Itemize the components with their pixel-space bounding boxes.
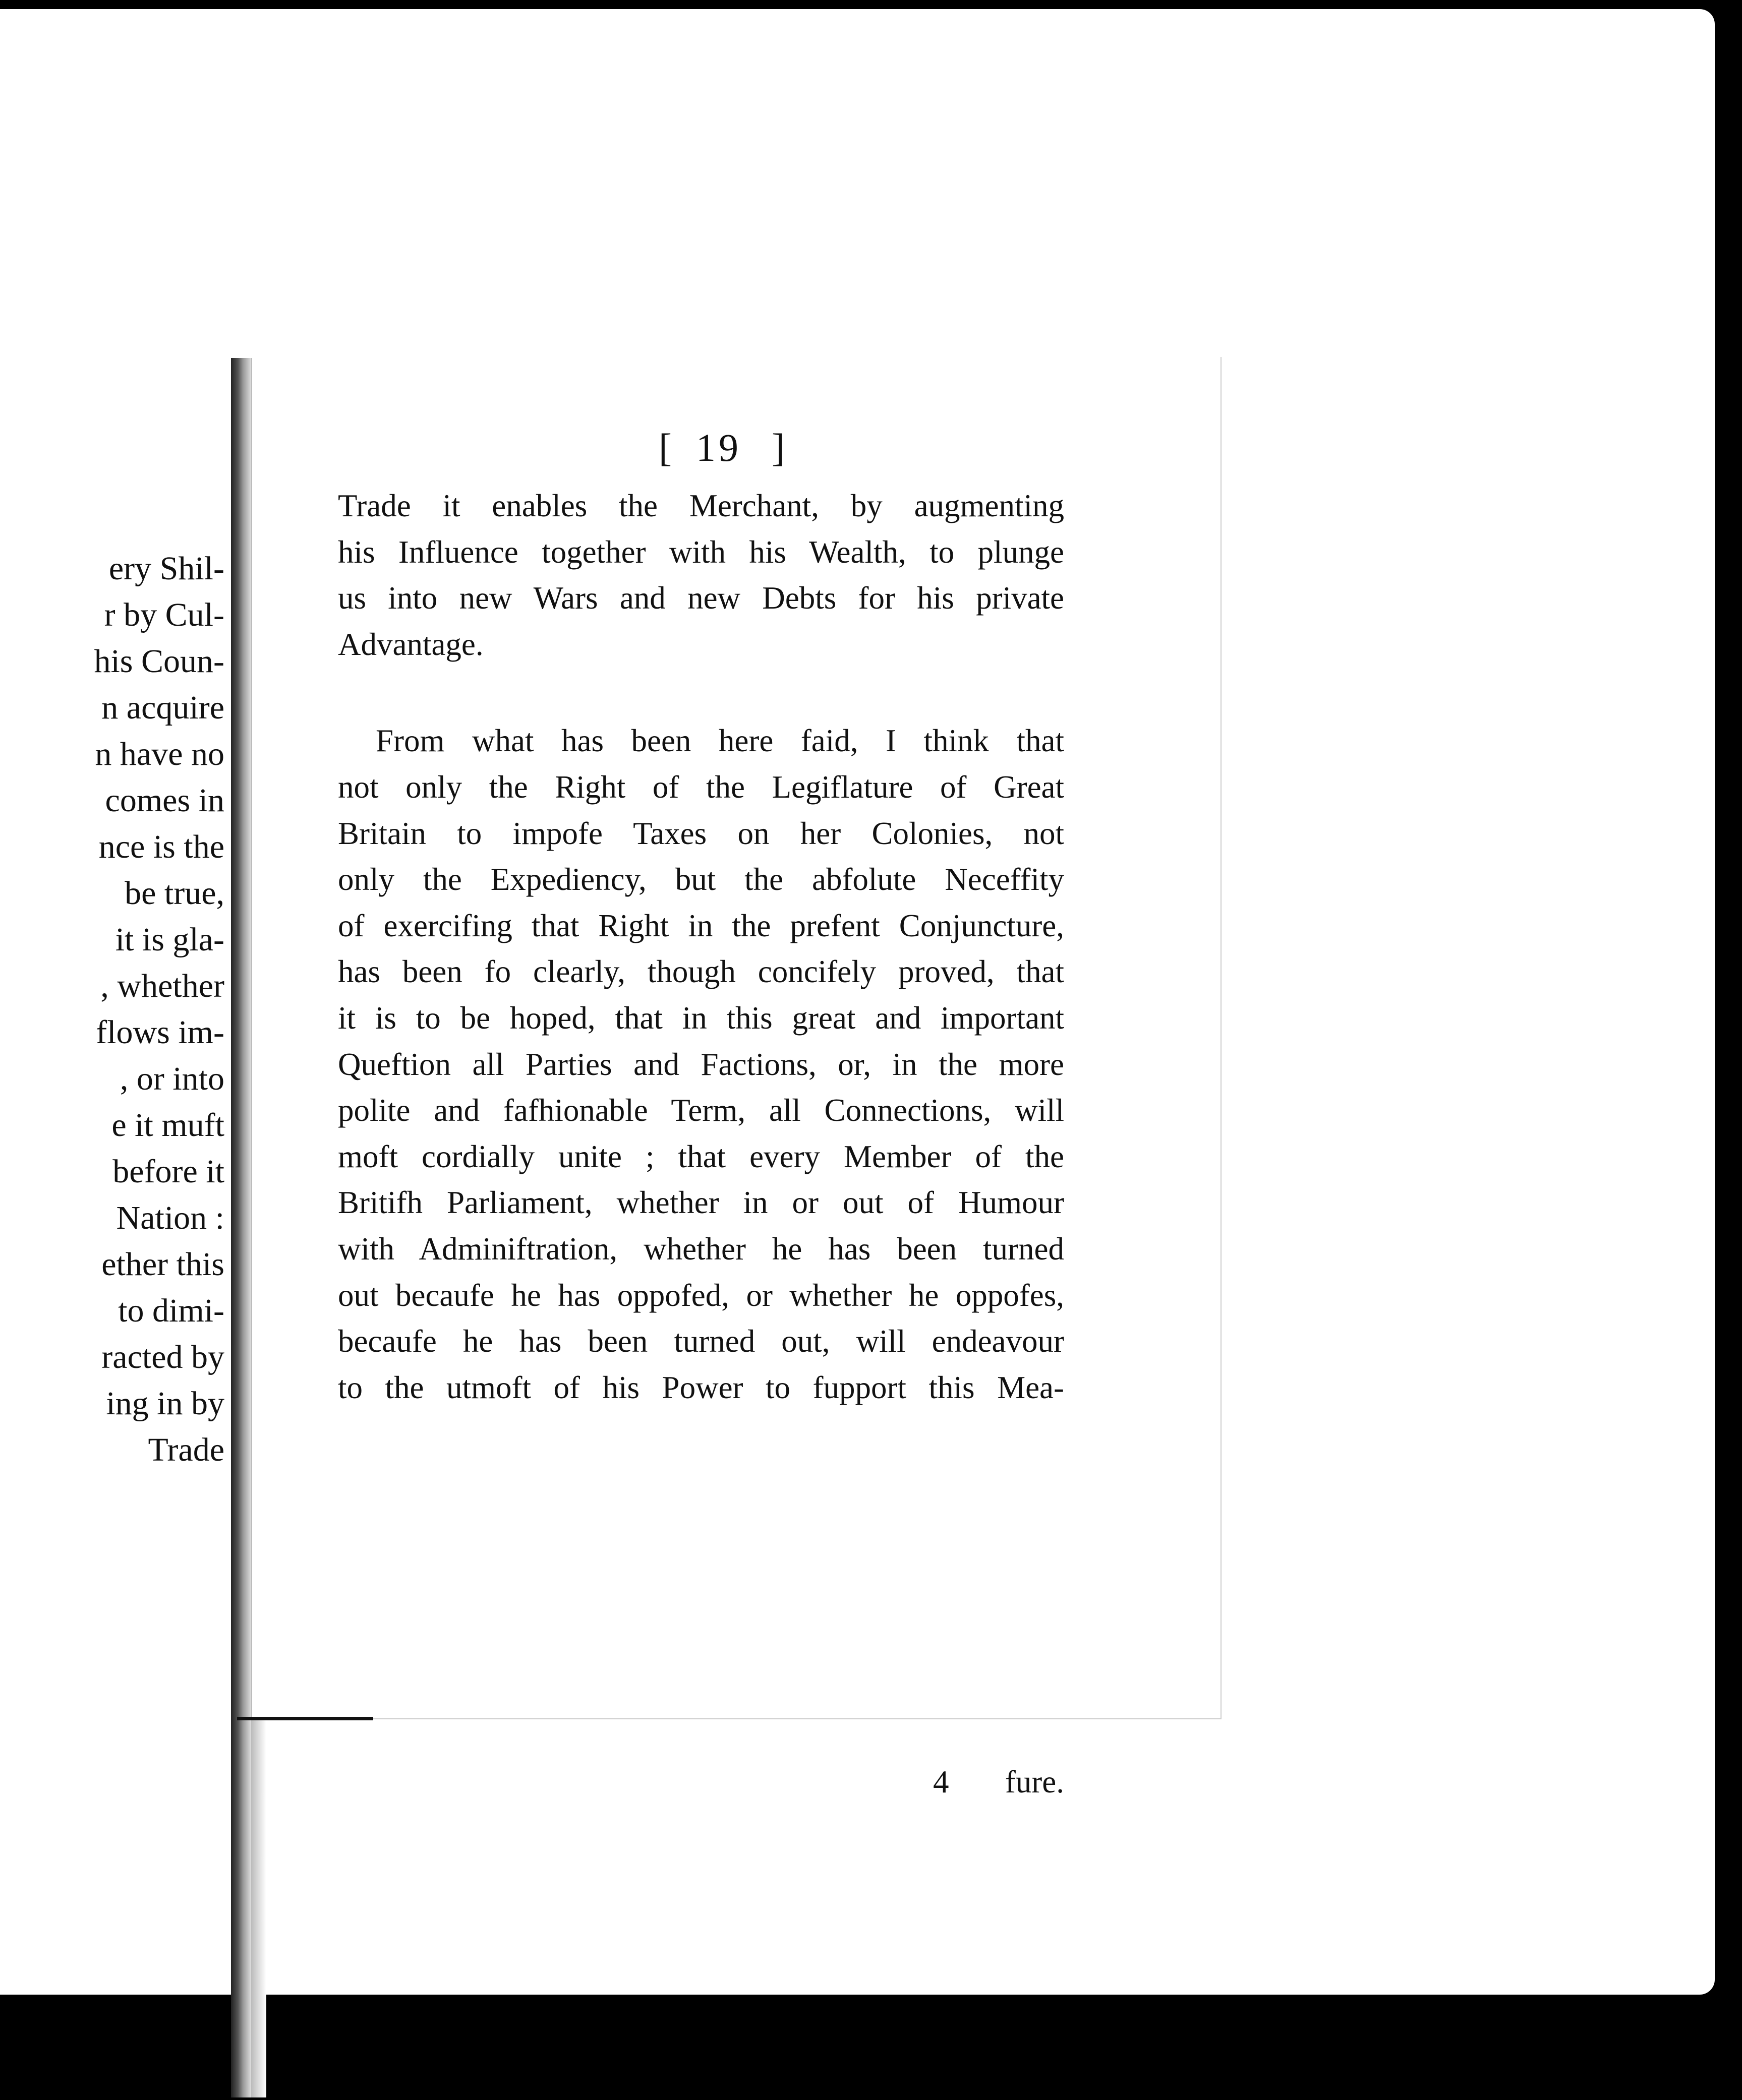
text-line: Trade it enables the Merchant, by augmenting (338, 488, 1064, 523)
text-line: his Influence together with his Wealth, to plunge (338, 534, 1064, 570)
left-line: to dimi- (118, 1292, 224, 1329)
text-line: only the Expediency, but the abfolute Neceffity (338, 862, 1064, 897)
text-line: of exercifing that Right in the prefent Conjuncture, (338, 908, 1064, 943)
left-line: racted by (101, 1339, 224, 1375)
text-line: with Adminiftration, whether he has been turned (338, 1231, 1064, 1267)
left-line: comes in (105, 782, 224, 819)
book-gutter (231, 358, 251, 2097)
text-line: to the utmoft of his Power to fupport this Mea- (338, 1369, 1064, 1405)
text-line: Queftion all Parties and Factions, or, in the more (338, 1046, 1064, 1082)
left-line: nce is the (98, 828, 224, 865)
left-line: flows im- (96, 1014, 224, 1051)
left-line: e it muft (111, 1107, 224, 1144)
page-bottom-edge (237, 1717, 373, 1720)
left-line: r by Cul- (104, 596, 224, 633)
signature-mark: 4 (933, 1764, 949, 1799)
text-line: From what has been here faid, I think that (376, 723, 1064, 759)
left-line: ery Shil- (108, 550, 224, 587)
left-line: n acquire (101, 689, 224, 726)
left-line: it is gla- (115, 921, 224, 958)
right-page (252, 357, 1222, 1799)
left-line: , whether (100, 968, 224, 1004)
left-line: ether this (101, 1246, 224, 1283)
left-line: n have no (95, 736, 224, 772)
body-text (338, 483, 1064, 1411)
text-line: Advantage. (338, 626, 484, 662)
left-line: ing in by (106, 1385, 224, 1422)
left-page (0, 353, 224, 2100)
left-page-text (3, 546, 224, 1473)
left-line: Nation : (116, 1199, 224, 1236)
text-line: it is to be hoped, that in this great and important (338, 1000, 1064, 1036)
paragraph-gap (338, 668, 1064, 718)
text-line: becaufe he has been turned out, will endeavour (338, 1324, 1064, 1359)
left-line: before it (112, 1153, 224, 1190)
text-line: us into new Wars and new Debts for his private (338, 580, 1064, 616)
text-line: Britifh Parliament, whether in or out of Humour (338, 1185, 1064, 1221)
left-line: be true, (125, 875, 224, 912)
catch-line (338, 1764, 1064, 1810)
text-line: has been fo clearly, though concifely proved, that (338, 954, 1064, 990)
catchword: fure. (1005, 1764, 1064, 1799)
page-number: 19 (696, 426, 741, 469)
left-line: , or into (120, 1060, 224, 1097)
left-line: his Coun- (94, 643, 224, 680)
text-line: out becaufe he has oppofed, or whether he oppofes, (338, 1277, 1064, 1313)
text-line: moft cordially unite ; that every Member of the (338, 1138, 1064, 1174)
header-bracket-open: [ (659, 426, 675, 469)
left-line: Trade (148, 1431, 224, 1468)
header-bracket-close: ] (772, 426, 788, 469)
text-line: not only the Right of the Legiflature of Great (338, 769, 1064, 805)
text-line: Britain to impofe Taxes on her Colonies, not (338, 815, 1064, 851)
text-line: polite and fafhionable Term, all Connections, will (338, 1093, 1064, 1128)
